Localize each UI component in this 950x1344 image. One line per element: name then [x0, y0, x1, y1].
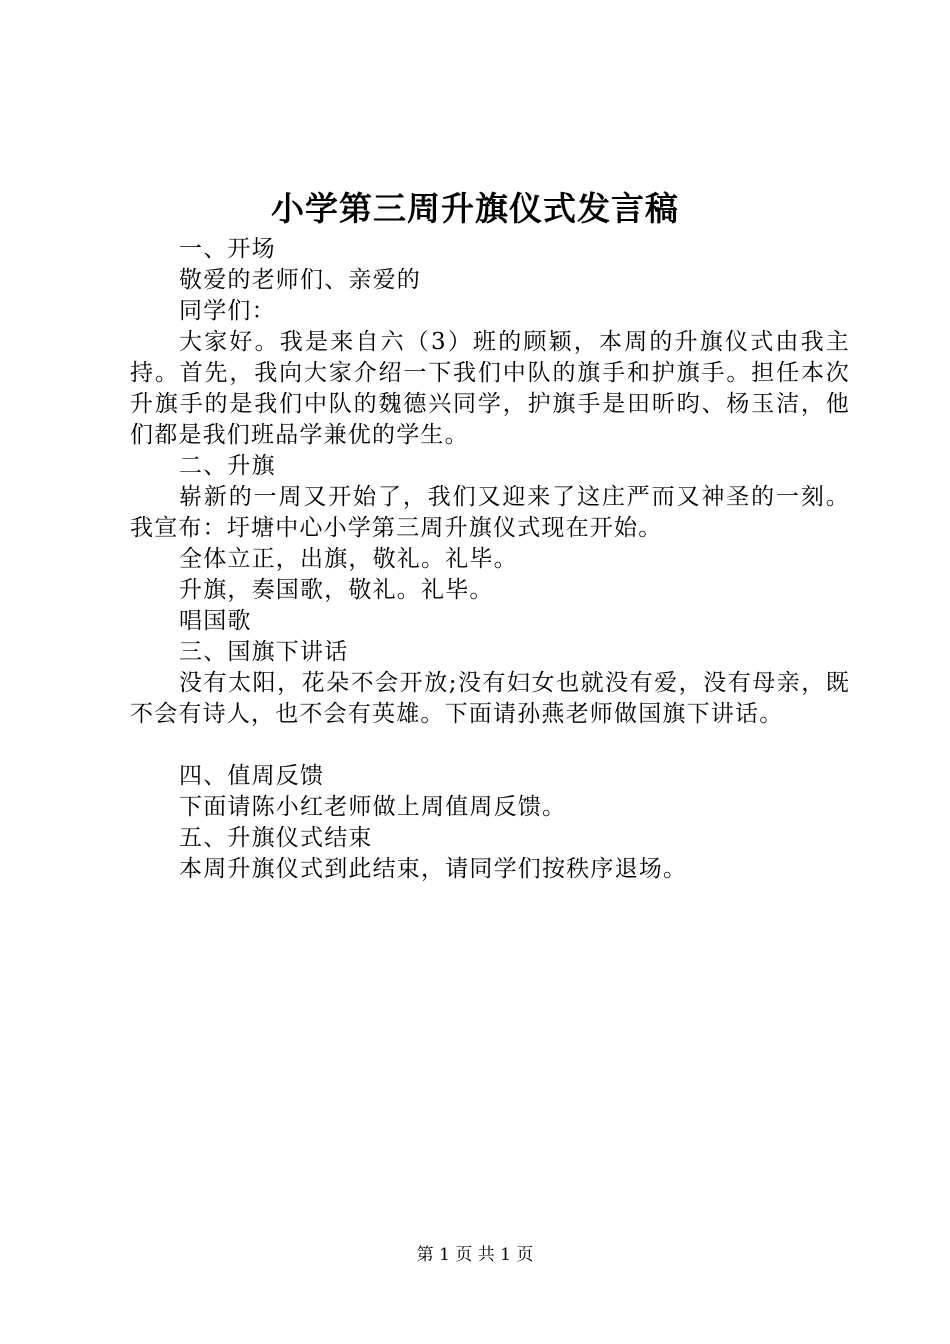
blank-spacer — [130, 730, 850, 761]
flag-raising-paragraph: 崭新的一周又开始了，我们又迎来了这庄严而又神圣的一刻。我宣布：圩塘中心小学第三周升旗仪式现在开始。 — [130, 484, 850, 541]
page-footer: 第 1 页 共 1 页 — [416, 1245, 534, 1265]
command-line-2: 升旗，奏国歌，敬礼。礼毕。 — [179, 577, 494, 603]
section-heading-speech: 三、国旗下讲话 — [179, 639, 349, 665]
intro-paragraph: 大家好。我是来自六（3）班的顾颖，本周的升旗仪式由我主持。首先，我向大家介绍一下我们中队的旗手和护旗手。担任本次升旗手的是我们中队的魏德兴同学，护旗手是田昕昀、杨玉洁，他们都是我们班品学兼优的学生。 — [130, 329, 850, 448]
duty-feedback-line: 下面请陈小红老师做上周值周反馈。 — [179, 794, 567, 820]
greeting-line-2: 同学们： — [179, 298, 276, 324]
greeting-line-1: 敬爱的老师们、亲爱的 — [179, 267, 421, 293]
section-heading-flag-raising: 二、升旗 — [179, 453, 276, 479]
document-title: 小学第三周升旗仪式发言稿 — [271, 189, 679, 228]
section-heading-duty-feedback: 四、值周反馈 — [179, 763, 325, 789]
command-line-1: 全体立正，出旗，敬礼。礼毕。 — [179, 546, 518, 572]
ceremony-end-line: 本周升旗仪式到此结束，请同学们按秩序退场。 — [179, 856, 688, 882]
document-body — [130, 234, 850, 885]
section-heading-ceremony-end: 五、升旗仪式结束 — [179, 825, 373, 851]
speech-paragraph: 没有太阳，花朵不会开放;没有妇女也就没有爱，没有母亲，既不会有诗人，也不会有英雄。下面请孙燕老师做国旗下讲话。 — [130, 670, 850, 727]
section-heading-opening: 一、开场 — [179, 236, 276, 262]
command-line-3: 唱国歌 — [179, 608, 252, 634]
